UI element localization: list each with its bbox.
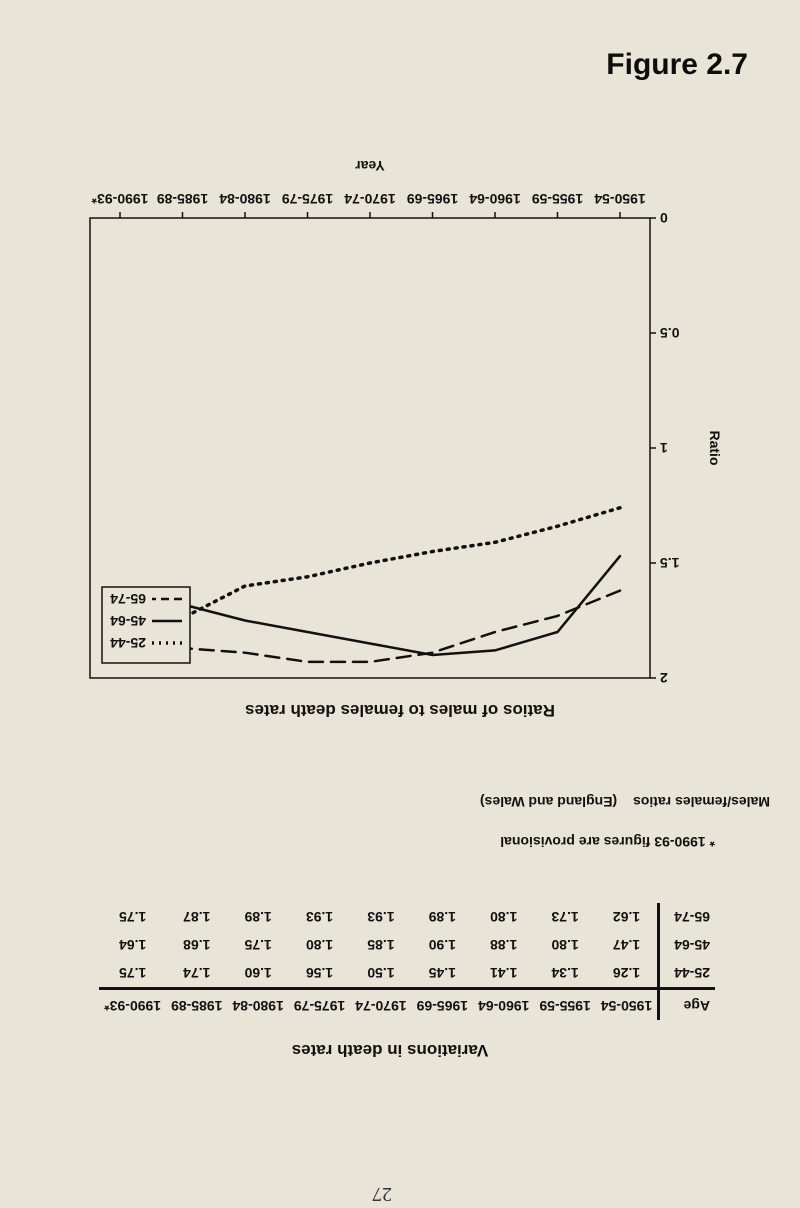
table-row [99, 903, 715, 931]
x-tick-label-4: 1970-74 [344, 191, 396, 207]
y-tick-label-1: 0.5 [660, 325, 680, 341]
table-cell: 1.73 [551, 909, 579, 925]
age-header: Age [659, 989, 715, 1021]
table-cell: 1.80 [305, 937, 334, 953]
table-cell: 1.89 [244, 909, 272, 925]
data-table-section [65, 790, 770, 1060]
header-label: Males/females ratios [633, 794, 770, 810]
chart [70, 133, 730, 733]
table-cell: 1.34 [551, 965, 579, 981]
table-cell: 1.26 [612, 965, 641, 981]
table-cell: 1.41 [490, 965, 518, 981]
x-axis-label: Year [355, 158, 385, 174]
table-cell: 1.62 [612, 909, 641, 925]
table-cell: 1.93 [305, 909, 334, 925]
table-title [65, 1040, 715, 1060]
table-cell: 1.88 [490, 937, 518, 953]
series-line-25-44 [120, 508, 620, 621]
x-tick-label-5: 1975-79 [281, 191, 334, 207]
table-cell: 1.85 [367, 937, 395, 953]
table-side-labels [480, 794, 770, 810]
table-body [99, 903, 715, 989]
y-axis-ticks [650, 210, 679, 686]
table-cell: 1.75 [119, 909, 147, 925]
legend-label-25-44: 25-44 [110, 635, 146, 651]
table-header-row [99, 989, 715, 1021]
x-tick-label-7: 1985-89 [156, 191, 209, 207]
row-age-label: 25-44 [659, 959, 715, 989]
legend [102, 587, 190, 663]
y-tick-label-4: 2 [660, 670, 668, 686]
figure-label: Figure 2.7 [606, 48, 748, 81]
x-axis-ticks [91, 191, 646, 218]
table-cell: 1.50 [367, 965, 395, 981]
table-cell: 1.68 [183, 937, 211, 953]
x-tick-label-8: 1990-93* [91, 191, 149, 207]
column-header-5: 1975-79 [289, 989, 350, 1021]
column-header-7: 1985-89 [166, 989, 227, 1021]
y-tick-label-2: 1 [660, 440, 668, 456]
table-row [99, 959, 715, 989]
table-row [99, 931, 715, 959]
legend-label-45-64: 45-64 [110, 613, 146, 629]
y-tick-label-3: 1.5 [660, 555, 680, 571]
x-tick-label-3: 1965-69 [406, 191, 459, 207]
table-cell: 1.80 [490, 909, 518, 925]
table-cell: 1.87 [183, 909, 211, 925]
series-line-65-74 [120, 591, 620, 662]
table-cell: 1.93 [367, 909, 395, 925]
chart-title: Ratios of males to females death rates [245, 701, 555, 720]
x-tick-label-6: 1980-84 [219, 191, 271, 207]
series-lines [120, 508, 620, 662]
table-footnote: * 1990-93 figures are provisional [500, 834, 715, 850]
table-cell: 1.74 [183, 965, 211, 981]
page-number: 27 [372, 1183, 392, 1205]
column-header-3: 1965-69 [412, 989, 473, 1021]
column-header-6: 1980-84 [227, 989, 288, 1021]
x-tick-label-0: 1950-54 [594, 191, 646, 207]
table-cell: 1.45 [428, 965, 456, 981]
series-line-45-64 [120, 556, 620, 655]
column-header-0: 1950-54 [596, 989, 659, 1021]
table-cell: 1.89 [428, 909, 456, 925]
table-cell: 1.64 [119, 937, 147, 953]
table-cell: 1.47 [612, 937, 641, 953]
column-header-8: 1990-93* [99, 989, 166, 1021]
table-cell: 1.60 [244, 965, 272, 981]
legend-label-65-74: 65-74 [110, 591, 146, 607]
column-header-1: 1955-59 [534, 989, 595, 1021]
x-tick-label-1: 1955-59 [531, 191, 584, 207]
row-age-label: 65-74 [659, 903, 715, 931]
table-cell: 1.80 [551, 937, 579, 953]
column-header-4: 1970-74 [350, 989, 411, 1021]
row-age-label: 45-64 [659, 931, 715, 959]
x-tick-label-2: 1960-64 [469, 191, 521, 207]
column-header-2: 1960-64 [473, 989, 534, 1021]
chart-svg [70, 133, 730, 733]
table-subtitle: (England and Wales) [479, 794, 618, 810]
table-cell: 1.75 [119, 965, 147, 981]
table-cell: 1.75 [244, 937, 272, 953]
data-table [99, 903, 715, 1020]
table-cell: 1.56 [305, 965, 334, 981]
table-title-text: Variations in death rates [291, 1041, 489, 1060]
y-tick-label-0: 0 [660, 210, 668, 226]
y-axis-label: Ratio [707, 430, 723, 466]
table-cell: 1.90 [428, 937, 456, 953]
